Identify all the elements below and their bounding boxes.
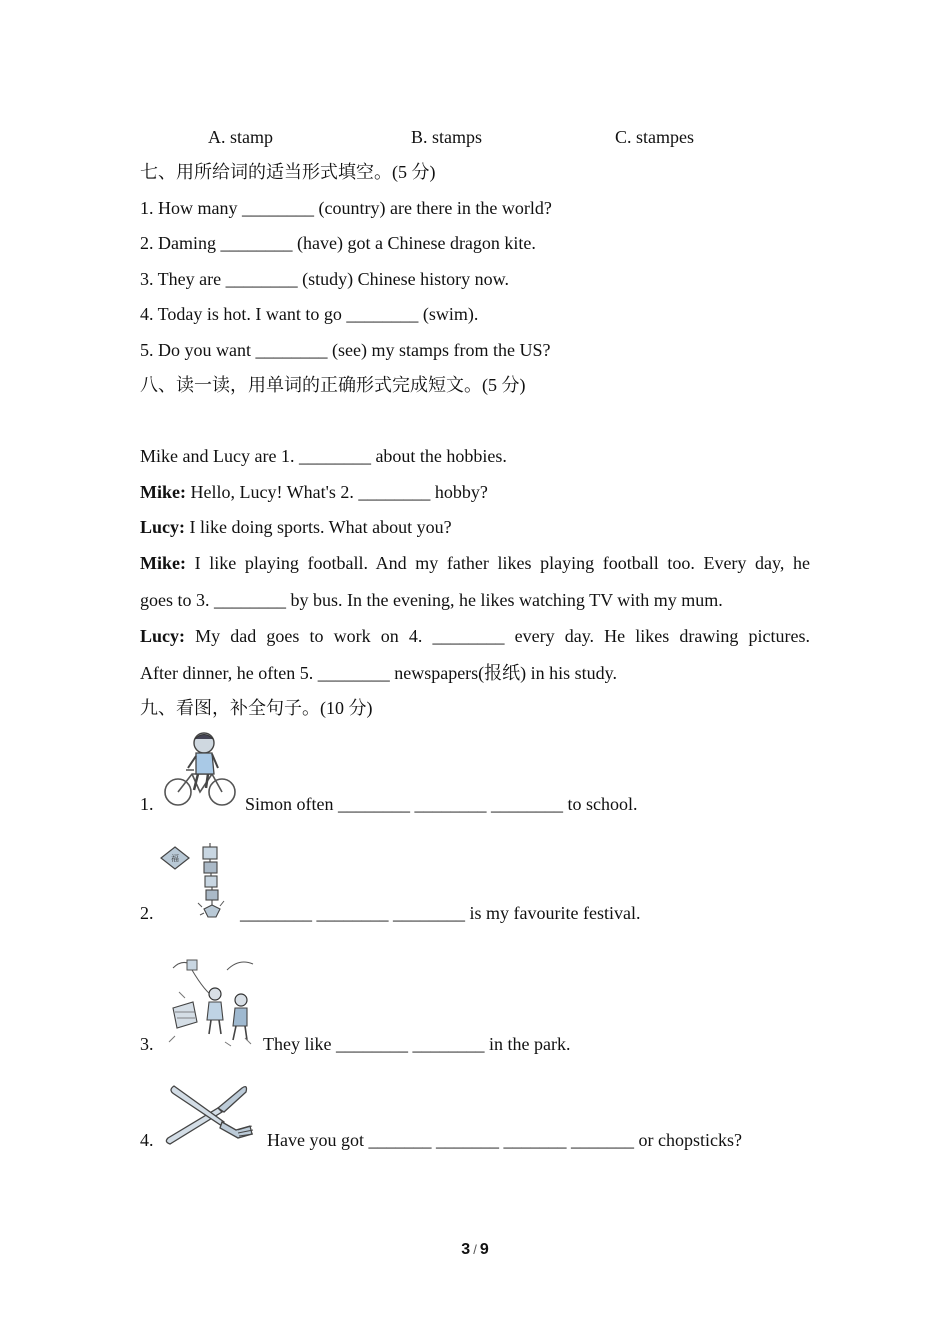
picture-question-text: They like ________ ________ in the park. [263,1034,571,1054]
picture-question-number: 2. [140,903,154,923]
question-item: 5. Do you want ________ (see) my stamps from the US? [140,340,551,360]
question-item: 1. How many ________ (country) are there in the world? [140,198,552,218]
svg-text:福: 福 [171,854,179,863]
question-item: 3. They are ________ (study) Chinese history now. [140,269,509,289]
speaker: Mike: [140,482,186,502]
dialogue-text: I like playing football. And my father likes playing football too. Every day, he [185,553,810,573]
dialogue-continuation: After dinner, he often 5. ________ newspapers(报纸) in his study. [140,663,618,683]
picture-question-text: Have you got _______ _______ _______ _______ or chopsticks? [267,1130,742,1150]
dialogue-line [140,480,488,504]
question-item: 2. Daming ________ (have) got a Chinese dragon kite. [140,233,536,253]
speaker: Lucy: [140,626,185,646]
dialogue-text: Hello, Lucy! What's 2. ________ hobby? [185,482,488,502]
dialogue-line [140,551,810,575]
passage-intro: Mike and Lucy are 1. ________ about the hobbies. [140,446,507,466]
page-separator: / [473,1242,477,1257]
section-9-heading: 九、看图，补全句子。(10 分) [140,698,373,718]
picture-question-number: 3. [140,1034,154,1054]
picture-question-text: ________ ________ ________ is my favourite festival. [240,903,641,923]
dialogue-line [140,515,452,539]
option-a: A. stamp [208,127,273,147]
dialogue-text: My dad goes to work on 4. ________ every day. He likes drawing pictures. [185,626,810,646]
option-b: B. stamps [411,127,483,147]
kids-flying-kite-icon [165,952,257,1050]
speaker: Mike: [140,553,186,573]
picture-question-text: Simon often ________ ________ ________ to school. [245,794,638,814]
picture-question-number: 4. [140,1130,154,1150]
page-number [0,1241,950,1259]
speaker: Lucy: [140,517,185,537]
dialogue-continuation: goes to 3. ________ by bus. In the evening, he likes watching TV with my mum. [140,590,723,610]
dialogue-line [140,624,810,648]
dialogue-text: I like doing sports. What about you? [185,517,452,537]
boy-riding-bike-icon [162,730,238,808]
section-8-heading: 八、读一读，用单词的正确形式完成短文。(5 分) [140,375,526,395]
knife-and-fork-icon [162,1082,256,1146]
option-c: C. stampes [615,127,694,147]
picture-question-number: 1. [140,794,154,814]
lanterns-icon [160,843,232,921]
current-page: 3 [461,1241,471,1258]
section-7-heading: 七、用所给词的适当形式填空。(5 分) [140,162,436,182]
total-pages: 9 [479,1241,489,1258]
question-item: 4. Today is hot. I want to go ________ (swim). [140,304,479,324]
